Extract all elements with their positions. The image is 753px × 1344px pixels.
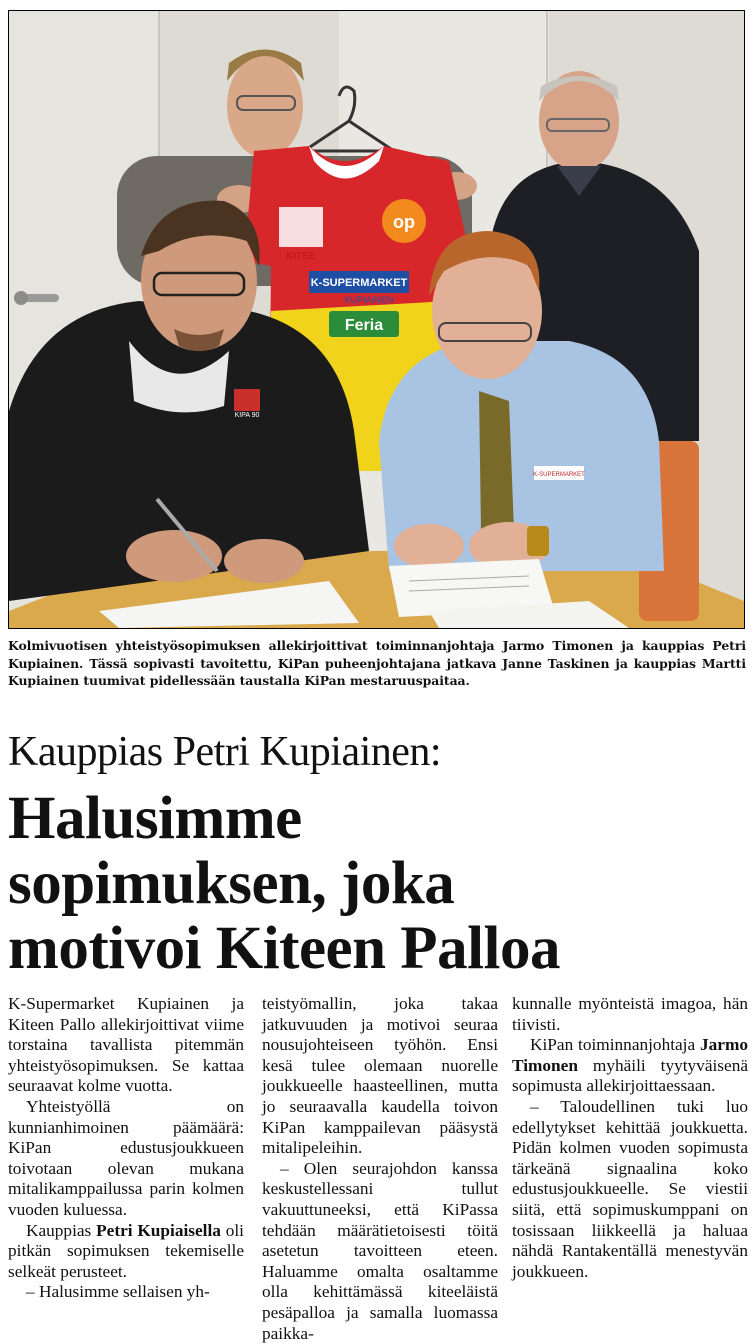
article-column-1 [8, 994, 244, 1303]
text-run: KiPan toiminnanjohtaja [530, 1035, 700, 1055]
op-logo: op [393, 212, 415, 232]
paragraph [8, 1221, 244, 1283]
feria-text: Feria [344, 317, 384, 334]
supermarket-text: K-SUPERMARKET [310, 277, 408, 289]
article-column-2 [262, 994, 498, 1344]
club-text: KITEE [286, 251, 316, 262]
headline-line-1: Halusimme [8, 785, 302, 852]
headline-line-3: motivoi Kiteen Palloa [8, 915, 560, 982]
person-name: Petri Kupiaisella [96, 1220, 221, 1240]
photo-caption: Kolmivuotisen yhteistyösopimuksen allekirjoittivat toiminnanjohtaja Jarmo Timonen ja kauppias Petri Kupiainen. Tässä sopivasti tavoitettu, KiPan puheenjohtajana jatkava Janne Taskinen ja kauppias Martti Kupiainen tuumivat pidellessään taustalla KiPan mestaruuspaitaa. [8, 638, 746, 688]
person-name: Jarmo Timonen [512, 1035, 748, 1075]
store-text: KUPIAINEN [344, 295, 394, 305]
photo-illustration [9, 11, 744, 628]
paragraph: – Halusimme sellaisen yh- [26, 1282, 210, 1302]
text-run: Kauppias [26, 1220, 97, 1240]
paragraph [512, 1035, 748, 1097]
news-photo [8, 10, 745, 629]
paragraph: kunnalle myönteistä imagoa, hän tiivisti. [512, 994, 748, 1034]
headline [8, 786, 753, 981]
paragraph: – Olen seurajohdon kanssa keskustellessani tullut vakuuttuneeksi, että KiPassa tehdään määrätietoisesti töitä asetetun tavoitteen eteen. Haluamme omalta osaltamme olla kehittämässä kiteeläistä pesäpalloa ja samalla luomassa paikka- [262, 1158, 498, 1343]
paragraph: Yhteistyöllä on kunnianhimoinen päämäärä: KiPan edustusjoukkueen toivotaan olevan mukana mitalikamppailussa parin kolmen vuoden kuluessa. [8, 1096, 244, 1219]
text-run: oli pitkän sopimuksen tekemiselle selkeät perusteet. [8, 1220, 244, 1281]
paragraph: teistyömallin, joka takaa jatkuvuuden ja motivoi seuraa nousujohteiseen työhön. Ensi kesä tulee olemaan nuorelle joukkueelle haasteellinen, mutta jo seuraavalla kaudella toivon KiPan kamppailevan pääsystä mitalipeleihin. [262, 994, 498, 1158]
text-run: myhäili tyytyväisenä sopimusta allekirjoittaessaan. [512, 1055, 748, 1096]
article-column-3 [512, 994, 748, 1282]
badge-text: K-SUPERMARKET [533, 472, 585, 478]
paragraph: K-Supermarket Kupiainen ja Kiteen Pallo allekirjoittivat viime torstaina tavallista pitemmän yhteistyösopimuksen. Se kattaa seuraavat kolme vuotta. [8, 994, 244, 1096]
headline-line-2: sopimuksen, joka [8, 850, 455, 917]
paragraph: – Taloudellinen tuki luo edellytykset kehittää joukkuetta. Pidän kolmen vuoden sopimusta tärkeänä signaalina koko edustusjoukkueelle. Se viestii siitä, että sopimuskumppani on tosissaan liikkeellä ja haluaa nähdä Rantakentällä menestyvän joukkueen. [512, 1096, 748, 1281]
jacket-text: KIPA 90 [234, 412, 260, 419]
kicker: Kauppias Petri Kupiainen: [8, 729, 442, 775]
